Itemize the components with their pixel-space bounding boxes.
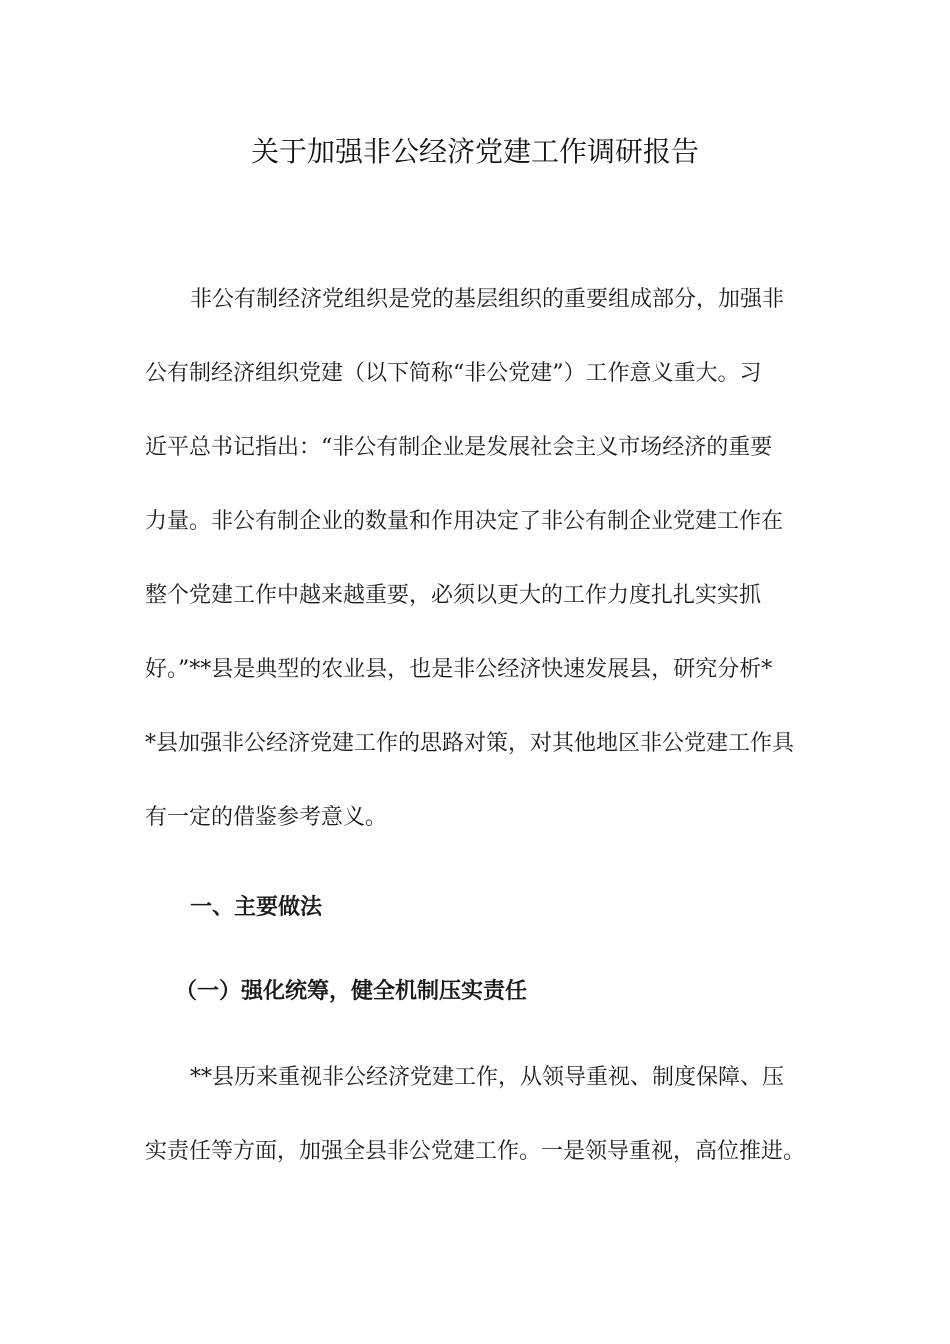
intro-line-8: 有一定的借鉴参考意义。 <box>145 805 388 830</box>
intro-line-1: 非公有制经济党组织是党的基层组织的重要组成部分，加强非 <box>190 287 785 312</box>
intro-line-2: 公有制经济组织党建（以下简称“非公党建”）工作意义重大。习 <box>145 361 762 386</box>
intro-line-6: 好。”**县是典型的农业县，也是非公经济快速发展县，研究分析* <box>145 657 773 682</box>
body-line-1: **县历来重视非公经济党建工作，从领导重视、制度保障、压 <box>190 1065 785 1090</box>
intro-line-4: 力量。非公有制企业的数量和作用决定了非公有制企业党建工作在 <box>145 509 784 534</box>
document-title: 关于加强非公经济党建工作调研报告 <box>250 135 699 168</box>
intro-line-5: 整个党建工作中越来越重要，必须以更大的工作力度扎扎实实抓 <box>145 583 762 608</box>
section-heading: 一、主要做法 <box>190 895 323 920</box>
intro-line-3: 近平总书记指出：“非公有制企业是发展社会主义市场经济的重要 <box>145 435 773 460</box>
body-line-2: 实责任等方面，加强全县非公党建工作。一是领导重视，高位推进。 <box>145 1139 806 1164</box>
intro-line-7: *县加强非公经济党建工作的思路对策，对其他地区非公党建工作具 <box>145 731 795 756</box>
subsection-heading: （一）强化统筹，健全机制压实责任 <box>175 979 528 1004</box>
